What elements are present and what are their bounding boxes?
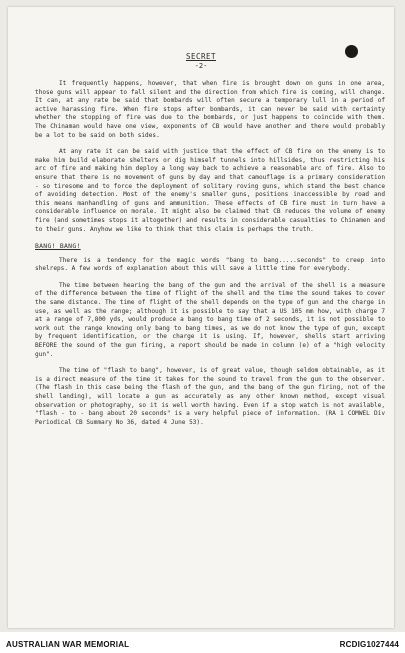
- paragraph: At any rate it can be said with justice that the effect of CB fire on the enemy is to make him build elaborate shelters or dig himself tunnels into hillsides, thus restricting his arc of fire and making him deploy a long way back to achieve a reasonable arc of fire. Also to ensure that there is no movement of guns by day and that camouflage is a primary consideration - so tiresome and to force the deployment of solitary roving guns, which stand the best chance of avoiding detection. Most of the enemy's smaller guns, positions inaccessible by road and this means manhandling of guns and ammunition. These effects of CB fire must in turn have a considerable influence on morale. It might also be claimed that CB reduces the volume of enemy fire (and sometimes stops it altogether) and results in considerable casualties to Chinamen and to their guns. Anyhow we like to think that this claim is perhaps the truth.: [35, 148, 385, 233]
- document-body: [35, 80, 385, 435]
- archive-footer: [0, 632, 405, 653]
- page-number: -2-: [194, 62, 208, 70]
- record-id: RCDIG1027444: [339, 640, 399, 649]
- paragraph: The time between hearing the bang of the gun and the arrival of the shell is a measure of the difference between the time of flight of the shell and the time the sound takes to cover the same distance. The time of flight of the shell depends on the type of gun and the charge in use, as well as the range; although it is possible to say that a US 105 mm how, with charge 7 at a range of 7,800 yds, would produce a bang to bang time of 2 seconds, it is not possible to work out the range knowing only bang to bang times, as we do not know the type of gun, except by frequent identification, or the charge it is using. If, however, shells start arriving BEFORE the sound of the gun firing, a report should be made in column (e) of a "high velocity gun".: [35, 281, 385, 358]
- paragraph: There is a tendency for the magic words "bang to bang.....seconds" to creep into shelreps. A few words of explanation about this will save a little time for everybody.: [35, 256, 385, 273]
- classification-marking: SECRET: [185, 52, 217, 61]
- page-header: [8, 52, 394, 70]
- section-heading: BANG! BANG!: [35, 242, 81, 251]
- archive-name: AUSTRALIAN WAR MEMORIAL: [6, 640, 130, 649]
- document-page: [8, 7, 394, 628]
- paragraph: It frequently happens, however, that when fire is brought down on guns in one area, those guns will appear to fall silent and the direction from which fire is coming, will change. It can, at any rate be said that bombards will often secure a temporary lull in a period of active harassing fire. When fire stops after bombards, it can never be said with certainty whether the stopping of fire was due to the bombards, or just happens to coincide with them. The Chinaman would have one view, exponents of CB would have another and there would probably be a lot to be said on both sides.: [35, 80, 385, 139]
- paragraph: The time of "flash to bang", however, is of great value, though seldom obtainable, as it is a direct measure of the time it takes for the sound to travel from the gun to the observer. (The flash in this case being the flash of the gun, and the bang of the gun firing, not of the shell landing), will locate a gun as accurately as any other known method, except visual observation or photography, so it is well worth having. Even if a stop watch is not available, "flash - to - bang about 20 seconds" is a very helpful piece of information. (RA 1 COMWEL Div Periodical CB Summary No 36, dated 4 June 53).: [35, 367, 385, 426]
